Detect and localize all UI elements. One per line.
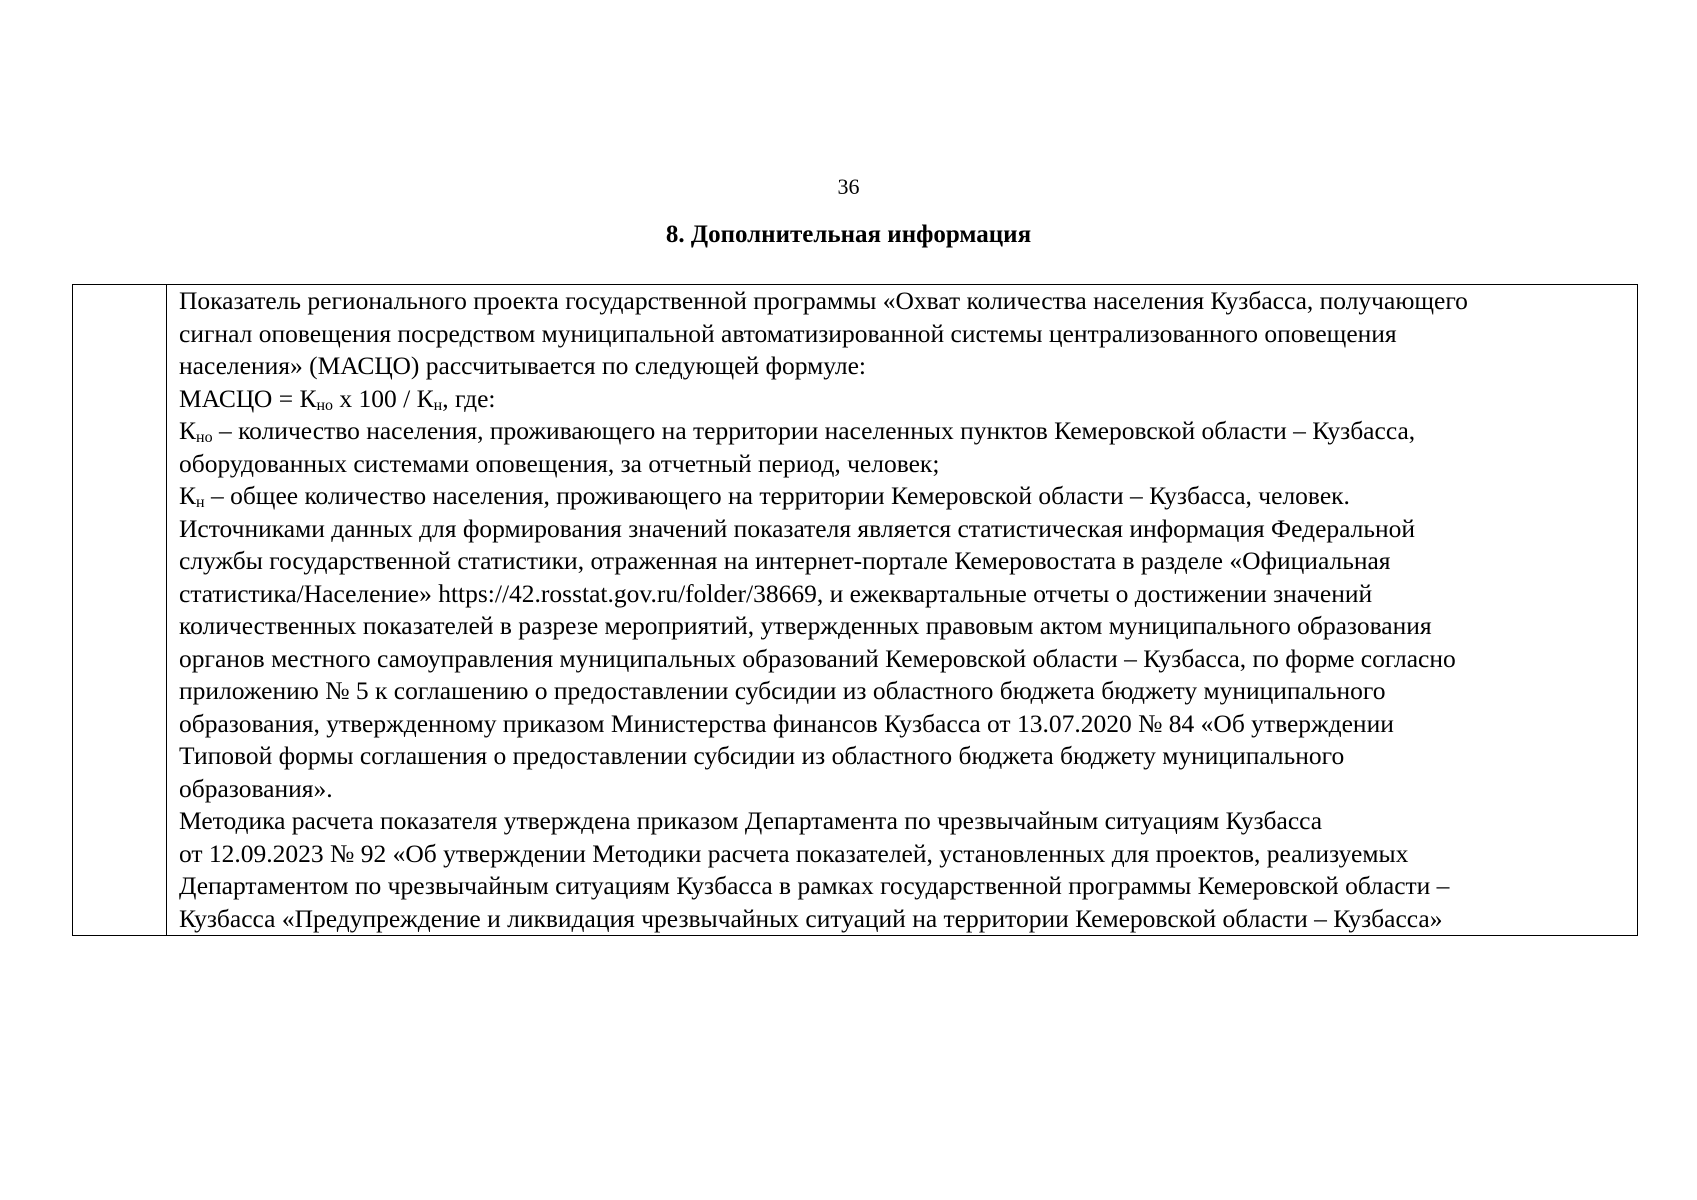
text-line: образования». <box>179 773 333 803</box>
text-line: приложению № 5 к соглашению о предоставлении субсидии из областного бюджета бюджету муниципального <box>179 676 1386 705</box>
text-line: оборудованных системами оповещения, за отчетный период, человек; <box>179 448 940 478</box>
formula-part: х 100 / К <box>333 383 434 413</box>
text-line: сигнал оповещения посредством муниципальной автоматизированной системы централизованного оповещения <box>179 318 1397 348</box>
text-line: Типовой формы соглашения о предоставлении субсидии из областного бюджета бюджету муниципального <box>179 741 1345 770</box>
text-line: Департаментом по чрезвычайным ситуациям Кузбасса в рамках государственной программы Кемеровской области – <box>179 871 1450 900</box>
text-line: Показатель регионального проекта государственной программы «Охват количества населения Кузбасса, получающего <box>179 286 1468 315</box>
formula-part: МАСЦО = К <box>179 383 317 413</box>
section-title: 8. Дополнительная информация <box>665 221 1032 248</box>
text-line: от 12.09.2023 № 92 «Об утверждении Методики расчета показателей, установленных для проектов, реализуемых <box>179 838 1409 868</box>
symbol-k: К <box>179 481 197 510</box>
table-empty-column <box>73 285 167 935</box>
text-line: образования, утвержденному приказом Министерства финансов Кузбасса от 13.07.2020 № 84 «Об утверждении <box>179 708 1394 738</box>
text-line: населения» (МАСЦО) рассчитывается по следующей формуле: <box>179 351 867 380</box>
info-table <box>72 284 1638 936</box>
definition-kno-line <box>179 415 1631 448</box>
text-line: количественных показателей в разрезе мероприятий, утвержденных правовым актом муниципального образования <box>179 611 1432 640</box>
text-line: Методика расчета показателя утверждена приказом Департамента по чрезвычайным ситуациям Кузбасса <box>179 806 1323 835</box>
formula-line <box>179 383 1631 416</box>
subscript-n: н <box>196 494 205 511</box>
table-text-cell <box>167 285 1637 935</box>
subscript-no: но <box>316 396 334 414</box>
subscript-no: но <box>196 429 213 446</box>
symbol-k: К <box>179 416 197 445</box>
definition-text: – общее количество населения, проживающего на территории Кемеровской области – Кузбасса, человек. <box>204 481 1350 510</box>
text-line: Источниками данных для формирования значений показателя является статистическая информация Федеральной <box>179 513 1416 543</box>
page-number: 36 <box>837 174 860 199</box>
text-line: службы государственной статистики, отраженная на интернет-портале Кемеровостата в разделе «Официальная <box>179 546 1391 575</box>
definition-text: – количество населения, проживающего на территории населенных пунктов Кемеровской области – Кузбасса, <box>212 416 1416 445</box>
formula-part: , где: <box>442 383 496 413</box>
text-line-with-link: статистика/Население» https://42.rosstat.gov.ru/folder/38669, и ежеквартальные отчеты о достижении значений <box>179 578 1373 608</box>
text-line: органов местного самоуправления муниципальных образований Кемеровской области – Кузбасса, по форме согласно <box>179 643 1456 673</box>
definition-kn-line <box>179 480 1631 513</box>
subscript-n: н <box>433 396 443 414</box>
text-line: Кузбасса «Предупреждение и ликвидация чрезвычайных ситуаций на территории Кемеровской области – Кузбасса» <box>179 903 1443 933</box>
